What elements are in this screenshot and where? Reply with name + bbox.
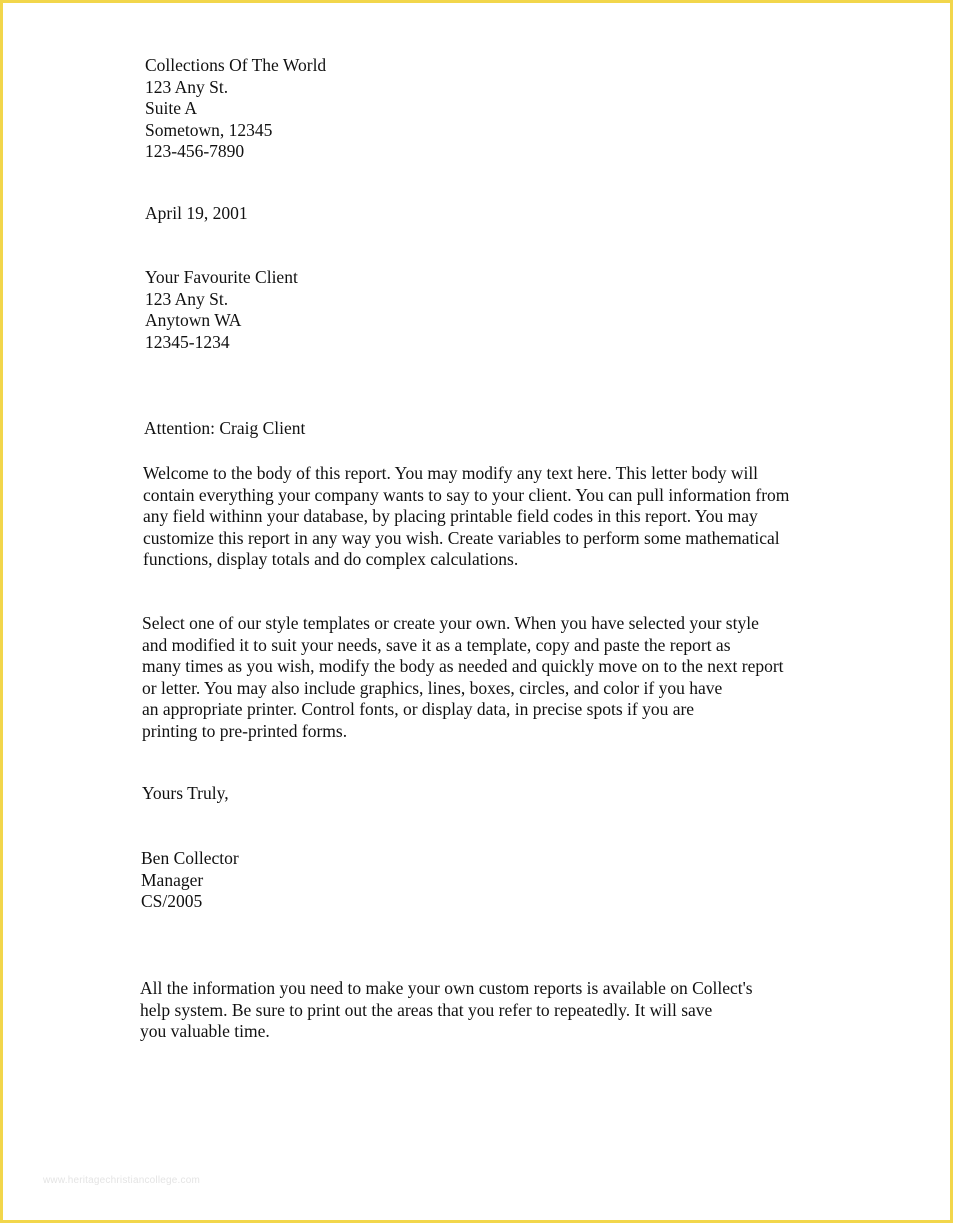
sender-street: 123 Any St. [145, 76, 229, 97]
recipient-zip: 12345-1234 [145, 331, 230, 352]
paragraph-line: contain everything your company wants to say to your client. You can pull information from [143, 484, 790, 505]
letter-date [145, 203, 865, 225]
footer-line: help system. Be sure to print out the areas that you refer to repeatedly. It will save [140, 999, 713, 1020]
closing-text: Yours Truly, [142, 783, 229, 803]
body-paragraph-2 [142, 613, 862, 742]
recipient-name: Your Favourite Client [145, 267, 298, 287]
sender-address [145, 55, 865, 163]
sender-phone: 123-456-7890 [145, 141, 245, 161]
attention-line [144, 418, 864, 440]
sender-suite: Suite A [145, 98, 198, 118]
attention-text: Attention: Craig Client [144, 418, 306, 438]
paragraph-line: functions, display totals and do complex calculations. [143, 549, 519, 569]
watermark: www.heritagechristiancollege.com [43, 1175, 201, 1186]
footer-line: All the information you need to make your own custom reports is available on Collect's [140, 978, 753, 998]
sender-name: Collections Of The World [145, 55, 327, 75]
date-text: April 19, 2001 [145, 203, 248, 223]
paragraph-line: an appropriate printer. Control fonts, or display data, in precise spots if you are [142, 699, 695, 719]
paragraph-line: printing to pre-printed forms. [142, 720, 348, 741]
paragraph-line: many times as you wish, modify the body as needed and quickly move on to the next report [142, 656, 784, 676]
paragraph-line: any field withinn your database, by placing printable field codes in this report. You may [143, 506, 758, 526]
paragraph-line: Welcome to the body of this report. You may modify any text here. This letter body will [143, 463, 759, 483]
recipient-city: Anytown WA [145, 310, 242, 330]
closing [142, 783, 862, 805]
signer-reference: CS/2005 [141, 891, 203, 911]
signer-title: Manager [141, 869, 204, 890]
signature-block [141, 848, 861, 913]
footer-note [140, 978, 860, 1043]
footer-line: you valuable time. [140, 1021, 270, 1041]
paragraph-line: and modified it to suit your needs, save it as a template, copy and paste the report as [142, 634, 731, 655]
paragraph-line: or letter. You may also include graphics, lines, boxes, circles, and color if you have [142, 677, 723, 698]
recipient-address [145, 267, 865, 353]
recipient-street: 123 Any St. [145, 288, 229, 309]
body-paragraph-1 [143, 463, 863, 571]
sender-city: Sometown, 12345 [145, 119, 273, 140]
paragraph-line: Select one of our style templates or create your own. When you have selected your style [142, 613, 759, 633]
signer-name: Ben Collector [141, 848, 239, 868]
paragraph-line: customize this report in any way you wish. Create variables to perform some mathematical [143, 527, 780, 548]
